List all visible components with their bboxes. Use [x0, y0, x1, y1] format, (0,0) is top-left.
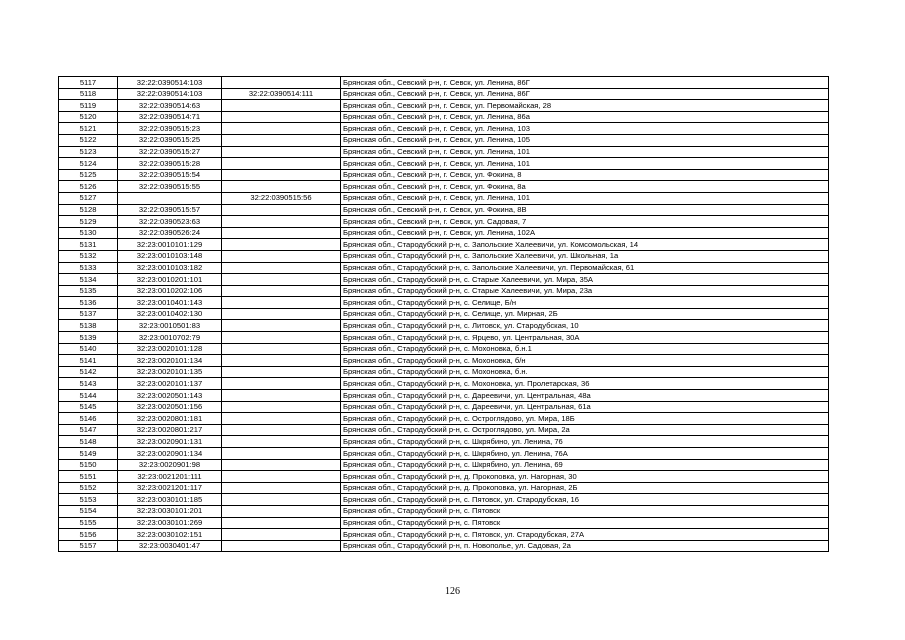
table-row	[59, 390, 829, 402]
address-cell: Брянская обл., Стародубский р-н, д. Прокоповка, ул. Нагорная, 30	[341, 471, 829, 483]
table-row	[59, 285, 829, 297]
row-number-cell: 5144	[59, 390, 118, 402]
table-row	[59, 169, 829, 181]
cadastral-number-cell: 32:23:0010101:129	[118, 239, 222, 251]
parent-cadastral-number-cell	[222, 505, 341, 517]
row-number-cell: 5148	[59, 436, 118, 448]
cadastral-number-cell: 32:23:0020101:137	[118, 378, 222, 390]
cadastral-number-cell: 32:23:0020101:135	[118, 366, 222, 378]
cadastral-number-cell: 32:22:0390515:54	[118, 169, 222, 181]
table-row	[59, 262, 829, 274]
table-row	[59, 146, 829, 158]
cadastral-number-cell: 32:23:0010501:83	[118, 320, 222, 332]
cadastral-number-cell: 32:22:0390515:57	[118, 204, 222, 216]
parent-cadastral-number-cell	[222, 204, 341, 216]
row-number-cell: 5153	[59, 494, 118, 506]
parent-cadastral-number-cell	[222, 227, 341, 239]
row-number-cell: 5140	[59, 343, 118, 355]
row-number-cell: 5147	[59, 424, 118, 436]
address-cell: Брянская обл., Севский р-н, г. Севск, ул. Ленина, 101	[341, 146, 829, 158]
address-cell: Брянская обл., Севский р-н, г. Севск, ул. Садовая, 7	[341, 216, 829, 228]
row-number-cell: 5156	[59, 529, 118, 541]
row-number-cell: 5138	[59, 320, 118, 332]
address-cell: Брянская обл., Стародубский р-н, с. Запольские Халеевичи, ул. Школьная, 1а	[341, 250, 829, 262]
cadastral-number-cell: 32:23:0030401:47	[118, 540, 222, 552]
address-cell: Брянская обл., Стародубский р-н, с. Мохоновка, б/н	[341, 355, 829, 367]
row-number-cell: 5122	[59, 134, 118, 146]
address-cell: Брянская обл., Стародубский р-н, с. Запольские Халеевичи, ул. Комсомольская, 14	[341, 239, 829, 251]
table-row	[59, 158, 829, 170]
row-number-cell: 5135	[59, 285, 118, 297]
row-number-cell: 5143	[59, 378, 118, 390]
row-number-cell: 5118	[59, 88, 118, 100]
parent-cadastral-number-cell	[222, 308, 341, 320]
address-cell: Брянская обл., Стародубский р-н, с. Пятовск, ул. Стародубская, 27А	[341, 529, 829, 541]
parent-cadastral-number-cell	[222, 262, 341, 274]
table-row	[59, 308, 829, 320]
row-number-cell: 5117	[59, 77, 118, 89]
table-row	[59, 448, 829, 460]
address-cell: Брянская обл., Севский р-н, г. Севск, ул. Ленина, 105	[341, 134, 829, 146]
address-cell: Брянская обл., Стародубский р-н, с. Селище, ул. Мирная, 2Б	[341, 308, 829, 320]
cadastral-number-cell: 32:23:0020801:217	[118, 424, 222, 436]
address-cell: Брянская обл., Стародубский р-н, с. Пятовск	[341, 517, 829, 529]
address-cell: Брянская обл., Стародубский р-н, с. Старые Халеевичи, ул. Мира, 35А	[341, 274, 829, 286]
cadastral-number-cell: 32:22:0390514:63	[118, 100, 222, 112]
address-cell: Брянская обл., Севский р-н, г. Севск, ул. Фокина, 8	[341, 169, 829, 181]
parent-cadastral-number-cell	[222, 250, 341, 262]
row-number-cell: 5146	[59, 413, 118, 425]
address-cell: Брянская обл., Стародубский р-н, с. Ярцево, ул. Центральная, 30А	[341, 332, 829, 344]
table-row	[59, 250, 829, 262]
table-row	[59, 77, 829, 89]
address-cell: Брянская обл., Стародубский р-н, с. Пятовск, ул. Стародубская, 16	[341, 494, 829, 506]
cadastral-table	[58, 76, 829, 552]
address-cell: Брянская обл., Севский р-н, г. Севск, ул. Ленина, 101	[341, 158, 829, 170]
parent-cadastral-number-cell	[222, 134, 341, 146]
parent-cadastral-number-cell	[222, 123, 341, 135]
cadastral-number-cell: 32:23:0020901:134	[118, 448, 222, 460]
row-number-cell: 5139	[59, 332, 118, 344]
parent-cadastral-number-cell	[222, 169, 341, 181]
address-cell: Брянская обл., Стародубский р-н, с. Старые Халеевичи, ул. Мира, 23а	[341, 285, 829, 297]
address-cell: Брянская обл., Стародубский р-н, с. Остроглядово, ул. Мира, 18Б	[341, 413, 829, 425]
parent-cadastral-number-cell	[222, 413, 341, 425]
table-row	[59, 494, 829, 506]
address-cell: Брянская обл., Стародубский р-н, д. Прокоповка, ул. Нагорная, 2Б	[341, 482, 829, 494]
table-row	[59, 216, 829, 228]
address-cell: Брянская обл., Стародубский р-н, с. Литовск, ул. Стародубская, 10	[341, 320, 829, 332]
cadastral-number-cell: 32:22:0390526:24	[118, 227, 222, 239]
cadastral-number-cell: 32:22:0390514:71	[118, 111, 222, 123]
row-number-cell: 5123	[59, 146, 118, 158]
row-number-cell: 5145	[59, 401, 118, 413]
address-cell: Брянская обл., Стародубский р-н, с. Дареевичи, ул. Центральная, 61а	[341, 401, 829, 413]
parent-cadastral-number-cell	[222, 77, 341, 89]
address-cell: Брянская обл., Севский р-н, г. Севск, ул. Первомайская, 28	[341, 100, 829, 112]
address-cell: Брянская обл., Стародубский р-н, с. Дареевичи, ул. Центральная, 48а	[341, 390, 829, 402]
row-number-cell: 5151	[59, 471, 118, 483]
parent-cadastral-number-cell	[222, 366, 341, 378]
cadastral-number-cell: 32:23:0010103:148	[118, 250, 222, 262]
row-number-cell: 5127	[59, 192, 118, 204]
cadastral-number-cell: 32:23:0020501:143	[118, 390, 222, 402]
row-number-cell: 5141	[59, 355, 118, 367]
row-number-cell: 5119	[59, 100, 118, 112]
table-row	[59, 332, 829, 344]
table-row	[59, 204, 829, 216]
address-cell: Брянская обл., Стародубский р-н, с. Пятовск	[341, 505, 829, 517]
table-row	[59, 123, 829, 135]
cadastral-number-cell: 32:22:0390523:63	[118, 216, 222, 228]
cadastral-number-cell: 32:23:0030101:201	[118, 505, 222, 517]
cadastral-number-cell: 32:23:0020901:131	[118, 436, 222, 448]
cadastral-number-cell: 32:23:0030101:185	[118, 494, 222, 506]
table-row	[59, 100, 829, 112]
table-row	[59, 227, 829, 239]
table-row	[59, 343, 829, 355]
row-number-cell: 5136	[59, 297, 118, 309]
parent-cadastral-number-cell	[222, 297, 341, 309]
address-cell: Брянская обл., Севский р-н, г. Севск, ул. Ленина, 101	[341, 192, 829, 204]
address-cell: Брянская обл., Стародубский р-н, с. Шкрябино, ул. Ленина, 76А	[341, 448, 829, 460]
row-number-cell: 5155	[59, 517, 118, 529]
cadastral-number-cell: 32:23:0010202:106	[118, 285, 222, 297]
row-number-cell: 5157	[59, 540, 118, 552]
row-number-cell: 5132	[59, 250, 118, 262]
table-row	[59, 378, 829, 390]
table-row	[59, 274, 829, 286]
parent-cadastral-number-cell	[222, 100, 341, 112]
parent-cadastral-number-cell	[222, 482, 341, 494]
cadastral-number-cell: 32:22:0390515:23	[118, 123, 222, 135]
row-number-cell: 5134	[59, 274, 118, 286]
table-row	[59, 297, 829, 309]
address-cell: Брянская обл., Севский р-н, г. Севск, ул. Фокина, 8В	[341, 204, 829, 216]
cadastral-number-cell	[118, 192, 222, 204]
cadastral-number-cell: 32:23:0020901:98	[118, 459, 222, 471]
cadastral-number-cell: 32:23:0020501:156	[118, 401, 222, 413]
cadastral-number-cell: 32:23:0030102:151	[118, 529, 222, 541]
table-row	[59, 239, 829, 251]
row-number-cell: 5142	[59, 366, 118, 378]
row-number-cell: 5154	[59, 505, 118, 517]
address-cell: Брянская обл., Стародубский р-н, с. Селище, Б/н	[341, 297, 829, 309]
cadastral-number-cell: 32:23:0010402:130	[118, 308, 222, 320]
cadastral-number-cell: 32:23:0021201:111	[118, 471, 222, 483]
address-cell: Брянская обл., Севский р-н, г. Севск, ул. Ленина, 103	[341, 123, 829, 135]
table-row	[59, 355, 829, 367]
cadastral-number-cell: 32:23:0010103:182	[118, 262, 222, 274]
parent-cadastral-number-cell	[222, 320, 341, 332]
parent-cadastral-number-cell	[222, 146, 341, 158]
row-number-cell: 5121	[59, 123, 118, 135]
parent-cadastral-number-cell	[222, 216, 341, 228]
cadastral-number-cell: 32:22:0390515:55	[118, 181, 222, 193]
address-cell: Брянская обл., Стародубский р-н, п. Новополье, ул. Садовая, 2а	[341, 540, 829, 552]
cadastral-number-cell: 32:23:0020801:181	[118, 413, 222, 425]
cadastral-number-cell: 32:23:0010201:101	[118, 274, 222, 286]
address-cell: Брянская обл., Севский р-н, г. Севск, ул. Ленина, 102А	[341, 227, 829, 239]
row-number-cell: 5137	[59, 308, 118, 320]
parent-cadastral-number-cell	[222, 448, 341, 460]
cadastral-number-cell: 32:22:0390514:103	[118, 88, 222, 100]
table-row	[59, 401, 829, 413]
row-number-cell: 5131	[59, 239, 118, 251]
table-body	[59, 77, 829, 552]
row-number-cell: 5129	[59, 216, 118, 228]
parent-cadastral-number-cell	[222, 332, 341, 344]
cadastral-number-cell: 32:23:0020101:128	[118, 343, 222, 355]
row-number-cell: 5130	[59, 227, 118, 239]
parent-cadastral-number-cell	[222, 355, 341, 367]
address-cell: Брянская обл., Стародубский р-н, с. Шкрябино, ул. Ленина, 76	[341, 436, 829, 448]
row-number-cell: 5152	[59, 482, 118, 494]
address-cell: Брянская обл., Севский р-н, г. Севск, ул. Ленина, 86Г	[341, 88, 829, 100]
parent-cadastral-number-cell	[222, 378, 341, 390]
table-row	[59, 505, 829, 517]
parent-cadastral-number-cell	[222, 540, 341, 552]
table-row	[59, 134, 829, 146]
address-cell: Брянская обл., Севский р-н, г. Севск, ул. Фокина, 8а	[341, 181, 829, 193]
row-number-cell: 5125	[59, 169, 118, 181]
parent-cadastral-number-cell	[222, 517, 341, 529]
cadastral-number-cell: 32:22:0390514:103	[118, 77, 222, 89]
parent-cadastral-number-cell	[222, 471, 341, 483]
parent-cadastral-number-cell	[222, 158, 341, 170]
cadastral-number-cell: 32:22:0390515:25	[118, 134, 222, 146]
row-number-cell: 5128	[59, 204, 118, 216]
cadastral-number-cell: 32:23:0020101:134	[118, 355, 222, 367]
address-cell: Брянская обл., Стародубский р-н, с. Мохоновка, б.н.1	[341, 343, 829, 355]
page-number: 126	[445, 586, 460, 597]
parent-cadastral-number-cell	[222, 274, 341, 286]
table-row	[59, 320, 829, 332]
table-row	[59, 540, 829, 552]
row-number-cell: 5149	[59, 448, 118, 460]
row-number-cell: 5126	[59, 181, 118, 193]
address-cell: Брянская обл., Севский р-н, г. Севск, ул. Ленина, 86а	[341, 111, 829, 123]
cadastral-number-cell: 32:22:0390515:28	[118, 158, 222, 170]
table-row	[59, 366, 829, 378]
cadastral-number-cell: 32:23:0021201:117	[118, 482, 222, 494]
table-row	[59, 424, 829, 436]
row-number-cell: 5124	[59, 158, 118, 170]
parent-cadastral-number-cell	[222, 181, 341, 193]
address-cell: Брянская обл., Стародубский р-н, с. Запольские Халеевичи, ул. Первомайская, 61	[341, 262, 829, 274]
address-cell: Брянская обл., Стародубский р-н, с. Остроглядово, ул. Мира, 2а	[341, 424, 829, 436]
row-number-cell: 5120	[59, 111, 118, 123]
parent-cadastral-number-cell	[222, 459, 341, 471]
table-row	[59, 459, 829, 471]
cadastral-number-cell: 32:22:0390515:27	[118, 146, 222, 158]
row-number-cell: 5133	[59, 262, 118, 274]
parent-cadastral-number-cell	[222, 424, 341, 436]
parent-cadastral-number-cell	[222, 494, 341, 506]
table-row	[59, 181, 829, 193]
cadastral-number-cell: 32:23:0010702:79	[118, 332, 222, 344]
address-cell: Брянская обл., Стародубский р-н, с. Мохоновка, б.н.	[341, 366, 829, 378]
table-row	[59, 192, 829, 204]
parent-cadastral-number-cell	[222, 529, 341, 541]
parent-cadastral-number-cell	[222, 401, 341, 413]
parent-cadastral-number-cell	[222, 111, 341, 123]
address-cell: Брянская обл., Стародубский р-н, с. Шкрябино, ул. Ленина, 69	[341, 459, 829, 471]
cadastral-number-cell: 32:23:0010401:143	[118, 297, 222, 309]
address-cell: Брянская обл., Севский р-н, г. Севск, ул. Ленина, 86Г	[341, 77, 829, 89]
parent-cadastral-number-cell	[222, 390, 341, 402]
row-number-cell: 5150	[59, 459, 118, 471]
parent-cadastral-number-cell: 32:22:0390514:111	[222, 88, 341, 100]
parent-cadastral-number-cell	[222, 285, 341, 297]
table-row	[59, 471, 829, 483]
parent-cadastral-number-cell	[222, 343, 341, 355]
cadastral-number-cell: 32:23:0030101:269	[118, 517, 222, 529]
address-cell: Брянская обл., Стародубский р-н, с. Мохоновка, ул. Пролетарская, 36	[341, 378, 829, 390]
table-row	[59, 529, 829, 541]
table-row	[59, 111, 829, 123]
parent-cadastral-number-cell	[222, 239, 341, 251]
parent-cadastral-number-cell: 32:22:0390515:56	[222, 192, 341, 204]
table-row	[59, 517, 829, 529]
table-row	[59, 436, 829, 448]
table-row	[59, 88, 829, 100]
table-row	[59, 482, 829, 494]
parent-cadastral-number-cell	[222, 436, 341, 448]
table-row	[59, 413, 829, 425]
